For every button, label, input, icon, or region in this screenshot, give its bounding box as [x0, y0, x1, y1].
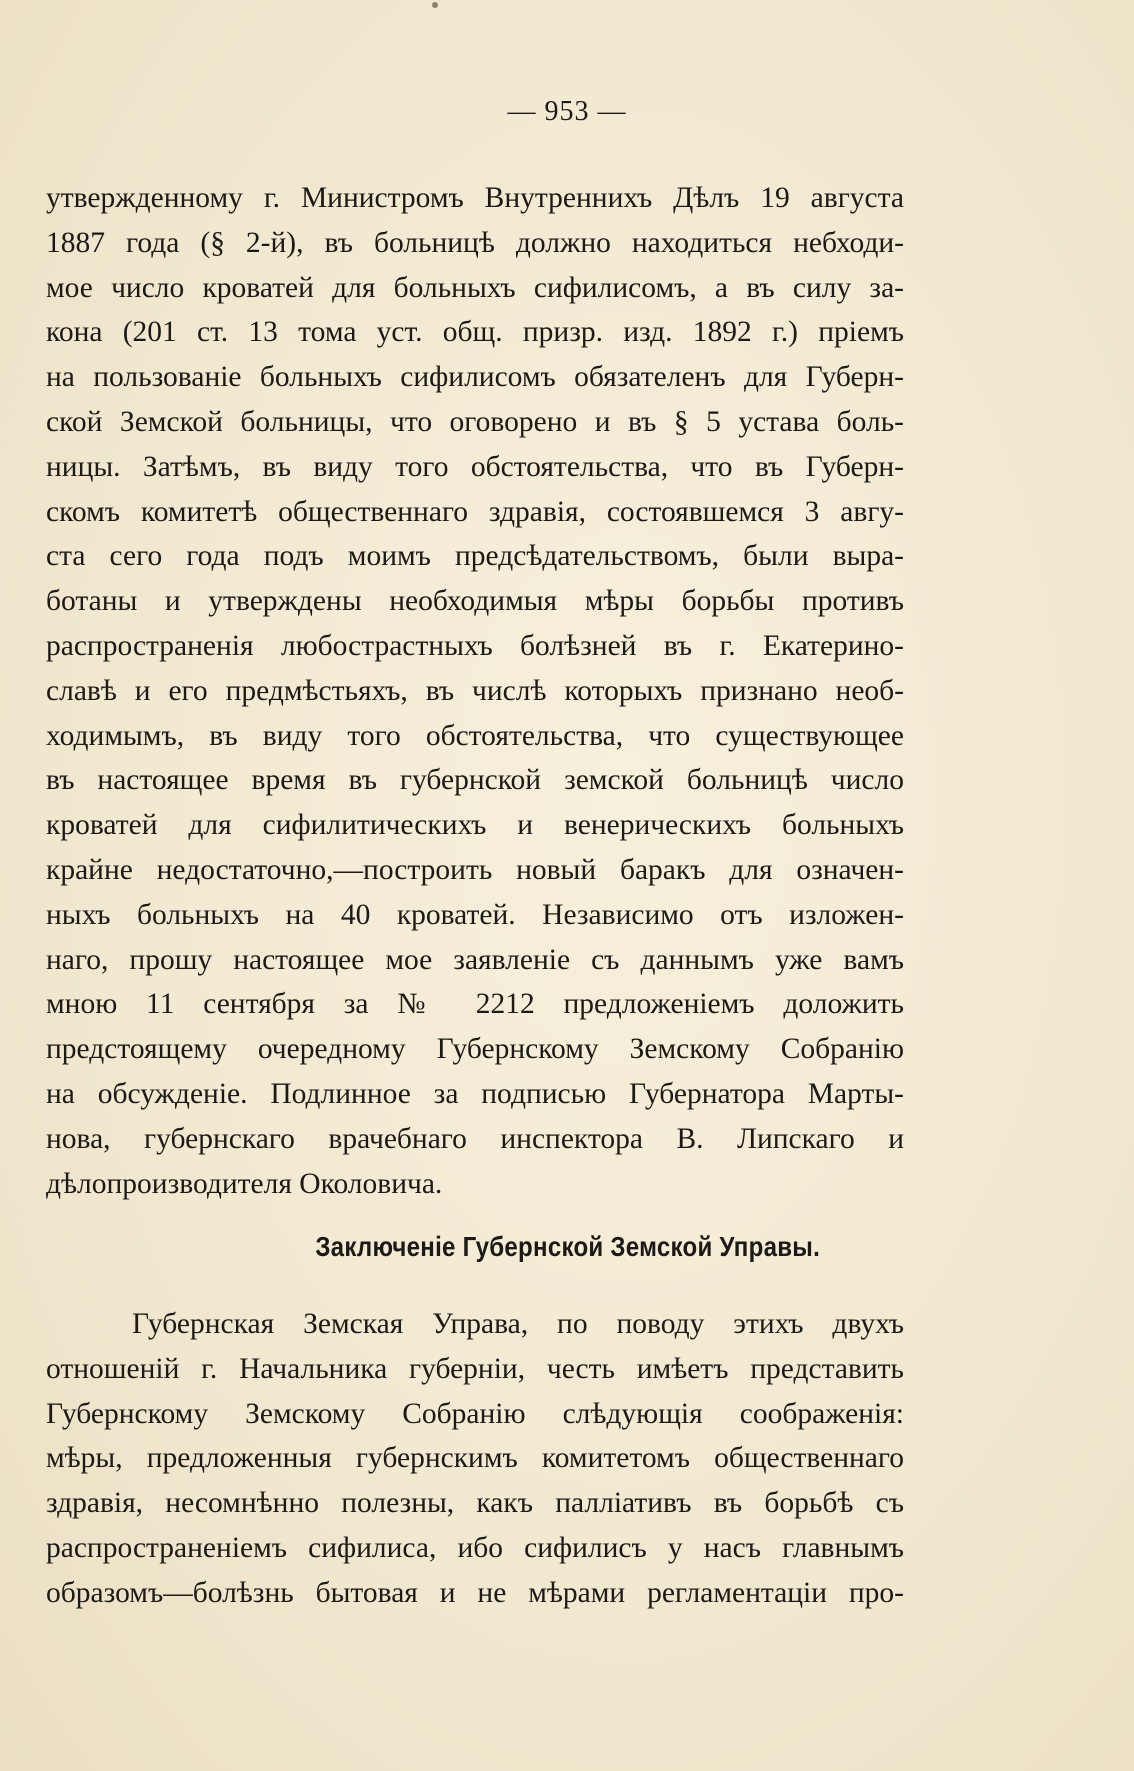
text-line: ходимымъ, въ виду того обстоятельства, что существующее	[46, 719, 904, 752]
text-line: распространеніемъ сифилиса, ибо сифилисъ у насъ главнымъ	[46, 1531, 904, 1564]
text-line: наго, прошу настоящее мое заявленіе съ даннымъ уже вамъ	[46, 943, 904, 976]
text-line: утвержденному г. Министромъ Внутреннихъ Дѣлъ 19 августа	[46, 182, 904, 214]
text-line: 1887 года (§ 2-й), въ больницѣ должно находиться небходи-	[46, 226, 904, 259]
text-line: мое число кроватей для больныхъ сифилисомъ, а въ силу за-	[46, 271, 904, 304]
text-line: нова, губернскаго врачебнаго инспектора В. Липскаго и	[46, 1122, 904, 1155]
text-line: дѣлопроизводителя Околовича.	[46, 1167, 443, 1200]
text-line: образомъ—болѣзнь бытовая и не мѣрами регламентаціи про-	[46, 1576, 904, 1609]
text-line: славѣ и его предмѣстьяхъ, въ числѣ которыхъ признано необ-	[46, 674, 904, 707]
text-line: кона (201 ст. 13 тома уст. общ. призр. изд. 1892 г.) пріемъ	[46, 316, 904, 349]
text-line: ныхъ больныхъ на 40 кроватей. Независимо отъ изложен-	[46, 898, 904, 931]
text-line: скомъ комитетѣ общественнаго здравія, состоявшемся 3 авгу-	[46, 495, 904, 528]
paragraph-1	[46, 176, 904, 1206]
text-line: ской Земской больницы, что оговорено и въ § 5 устава боль-	[46, 405, 904, 438]
text-line: на пользованіе больныхъ сифилисомъ обязателенъ для Губерн-	[46, 361, 904, 394]
text-line: мною 11 сентября за № 2212 предложеніемъ доложить	[46, 988, 904, 1021]
text-line: Губернская Земская Управа, по поводу этихъ двухъ	[132, 1308, 904, 1340]
text-line: здравія, несомнѣнно полезны, какъ палліативъ въ борьбѣ съ	[46, 1487, 904, 1520]
page-number: — 953 —	[507, 96, 627, 127]
text-line: ботаны и утверждены необходимыя мѣры борьбы противъ	[46, 585, 904, 618]
ink-dot	[432, 2, 438, 8]
text-line: распространенія любострастныхъ болѣзней въ г. Екатерино-	[46, 629, 904, 662]
text-line: ста сего года подъ моимъ предсѣдательствомъ, были выра-	[46, 540, 904, 573]
text-line: на обсужденіе. Подлинное за подписью Губернатора Марты-	[46, 1077, 904, 1110]
paragraph-2	[46, 1302, 904, 1616]
text-line: кроватей для сифилитическихъ и венерическихъ больныхъ	[46, 809, 904, 842]
text-line: Губернскому Земскому Собранію слѣдующія соображенія:	[46, 1397, 904, 1430]
text-line: отношеній г. Начальника губерніи, честь имѣетъ представить	[46, 1352, 904, 1385]
text-line: предстоящему очередному Губернскому Земскому Собранію	[46, 1033, 904, 1066]
text-line: ницы. Затѣмъ, въ виду того обстоятельства, что въ Губерн-	[46, 450, 904, 483]
section-heading: Заключеніе Губернской Земской Управы.	[315, 1231, 821, 1262]
text-line: въ настоящее время въ губернской земской больницѣ число	[46, 764, 904, 797]
text-line: крайне недостаточно,—построить новый баракъ для означен-	[46, 853, 904, 886]
text-line: мѣры, предложенныя губернскимъ комитетомъ общественнаго	[46, 1442, 904, 1475]
